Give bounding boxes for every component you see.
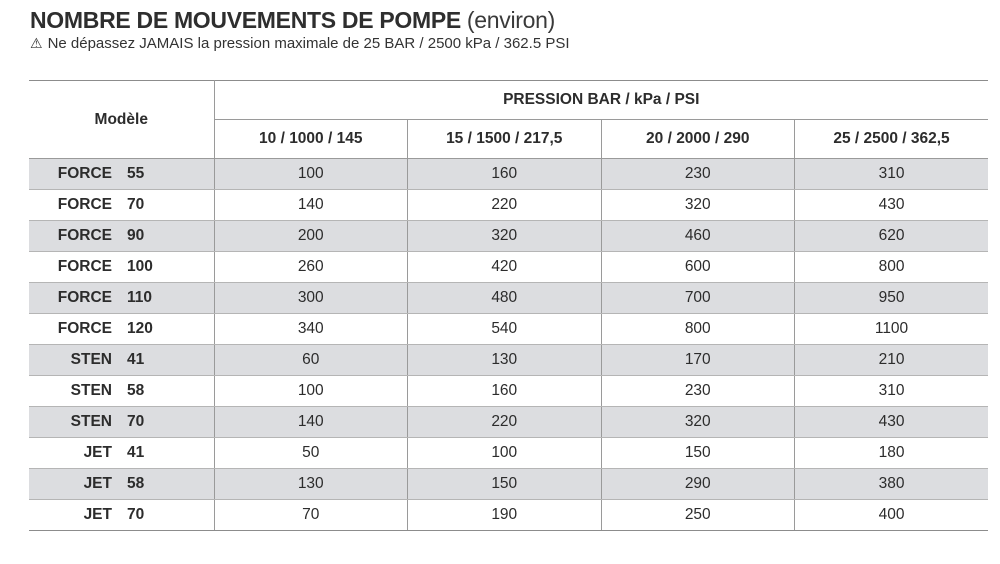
model-number: 90 <box>127 227 145 244</box>
table-row <box>29 345 988 376</box>
model-name: JET <box>83 506 112 523</box>
model-number: 41 <box>127 444 145 461</box>
stroke-count-cell: 140 <box>214 407 408 438</box>
model-cell <box>29 376 214 407</box>
stroke-count-cell: 160 <box>408 376 602 407</box>
pressure-column-header: 10 / 1000 / 145 <box>214 120 408 159</box>
model-cell <box>29 407 214 438</box>
model-number: 120 <box>127 320 153 337</box>
stroke-count-cell: 230 <box>601 376 795 407</box>
stroke-count-cell: 130 <box>214 469 408 500</box>
model-number: 58 <box>127 475 145 492</box>
model-number: 100 <box>127 258 153 275</box>
model-number: 70 <box>127 196 145 213</box>
title-subtitle: (environ) <box>466 7 555 33</box>
model-cell <box>29 438 214 469</box>
stroke-count-cell: 310 <box>795 159 989 190</box>
table-row <box>29 283 988 314</box>
stroke-count-cell: 190 <box>408 500 602 531</box>
pressure-column-header: 25 / 2500 / 362,5 <box>795 120 989 159</box>
title-main: NOMBRE DE MOUVEMENTS DE POMPE <box>30 7 461 33</box>
model-number: 55 <box>127 165 145 182</box>
warning-text: Ne dépassez JAMAIS la pression maximale de 25 BAR / 2500 kPa / 362.5 PSI <box>47 35 570 52</box>
stroke-count-cell: 140 <box>214 190 408 221</box>
warning-notice <box>30 35 570 53</box>
stroke-count-cell: 180 <box>795 438 989 469</box>
model-name: STEN <box>70 413 112 430</box>
table-row <box>29 221 988 252</box>
stroke-count-cell: 800 <box>795 252 989 283</box>
stroke-count-cell: 800 <box>601 314 795 345</box>
stroke-count-cell: 130 <box>408 345 602 376</box>
table-row <box>29 500 988 531</box>
model-cell <box>29 221 214 252</box>
stroke-count-cell: 540 <box>408 314 602 345</box>
stroke-count-cell: 290 <box>601 469 795 500</box>
stroke-count-cell: 460 <box>601 221 795 252</box>
stroke-count-cell: 100 <box>408 438 602 469</box>
stroke-count-cell: 480 <box>408 283 602 314</box>
stroke-count-cell: 220 <box>408 407 602 438</box>
stroke-count-cell: 950 <box>795 283 989 314</box>
stroke-count-cell: 210 <box>795 345 989 376</box>
table-row <box>29 159 988 190</box>
table-row <box>29 438 988 469</box>
model-number: 58 <box>127 382 145 399</box>
model-cell <box>29 345 214 376</box>
model-number: 70 <box>127 506 145 523</box>
stroke-count-cell: 430 <box>795 190 989 221</box>
stroke-count-cell: 320 <box>408 221 602 252</box>
stroke-count-cell: 430 <box>795 407 989 438</box>
model-name: FORCE <box>57 196 112 213</box>
model-column-header: Modèle <box>29 81 214 159</box>
table-row <box>29 469 988 500</box>
pressure-group-header: PRESSION BAR / kPa / PSI <box>214 81 988 120</box>
model-cell <box>29 314 214 345</box>
model-name: JET <box>83 444 112 461</box>
model-cell <box>29 159 214 190</box>
table-row <box>29 407 988 438</box>
stroke-count-cell: 620 <box>795 221 989 252</box>
stroke-count-cell: 320 <box>601 190 795 221</box>
model-number: 110 <box>127 289 153 306</box>
model-name: FORCE <box>57 289 112 306</box>
model-cell <box>29 252 214 283</box>
stroke-count-cell: 160 <box>408 159 602 190</box>
model-cell <box>29 190 214 221</box>
stroke-count-cell: 400 <box>795 500 989 531</box>
stroke-count-cell: 260 <box>214 252 408 283</box>
stroke-count-cell: 300 <box>214 283 408 314</box>
stroke-count-cell: 60 <box>214 345 408 376</box>
stroke-count-cell: 420 <box>408 252 602 283</box>
stroke-count-cell: 380 <box>795 469 989 500</box>
stroke-count-cell: 230 <box>601 159 795 190</box>
stroke-count-cell: 320 <box>601 407 795 438</box>
stroke-count-cell: 250 <box>601 500 795 531</box>
stroke-count-cell: 70 <box>214 500 408 531</box>
pump-strokes-table <box>29 80 988 531</box>
model-name: STEN <box>70 382 112 399</box>
pressure-column-header: 20 / 2000 / 290 <box>601 120 795 159</box>
table-row <box>29 376 988 407</box>
stroke-count-cell: 600 <box>601 252 795 283</box>
model-name: STEN <box>70 351 112 368</box>
stroke-count-cell: 150 <box>601 438 795 469</box>
model-name: FORCE <box>57 258 112 275</box>
table-row <box>29 314 988 345</box>
stroke-count-cell: 340 <box>214 314 408 345</box>
model-name: FORCE <box>57 227 112 244</box>
stroke-count-cell: 200 <box>214 221 408 252</box>
stroke-count-cell: 100 <box>214 159 408 190</box>
pressure-column-header: 15 / 1500 / 217,5 <box>408 120 602 159</box>
stroke-count-cell: 170 <box>601 345 795 376</box>
model-cell <box>29 283 214 314</box>
stroke-count-cell: 220 <box>408 190 602 221</box>
stroke-count-cell: 700 <box>601 283 795 314</box>
stroke-count-cell: 150 <box>408 469 602 500</box>
model-number: 41 <box>127 351 145 368</box>
warning-triangle-icon: ⚠ <box>30 36 43 52</box>
stroke-count-cell: 310 <box>795 376 989 407</box>
model-name: FORCE <box>57 320 112 337</box>
stroke-count-cell: 1100 <box>795 314 989 345</box>
model-name: FORCE <box>57 165 112 182</box>
table-row <box>29 252 988 283</box>
page-title <box>30 6 555 34</box>
stroke-count-cell: 100 <box>214 376 408 407</box>
table-row <box>29 190 988 221</box>
model-number: 70 <box>127 413 145 430</box>
model-name: JET <box>83 475 112 492</box>
model-cell <box>29 500 214 531</box>
stroke-count-cell: 50 <box>214 438 408 469</box>
model-cell <box>29 469 214 500</box>
